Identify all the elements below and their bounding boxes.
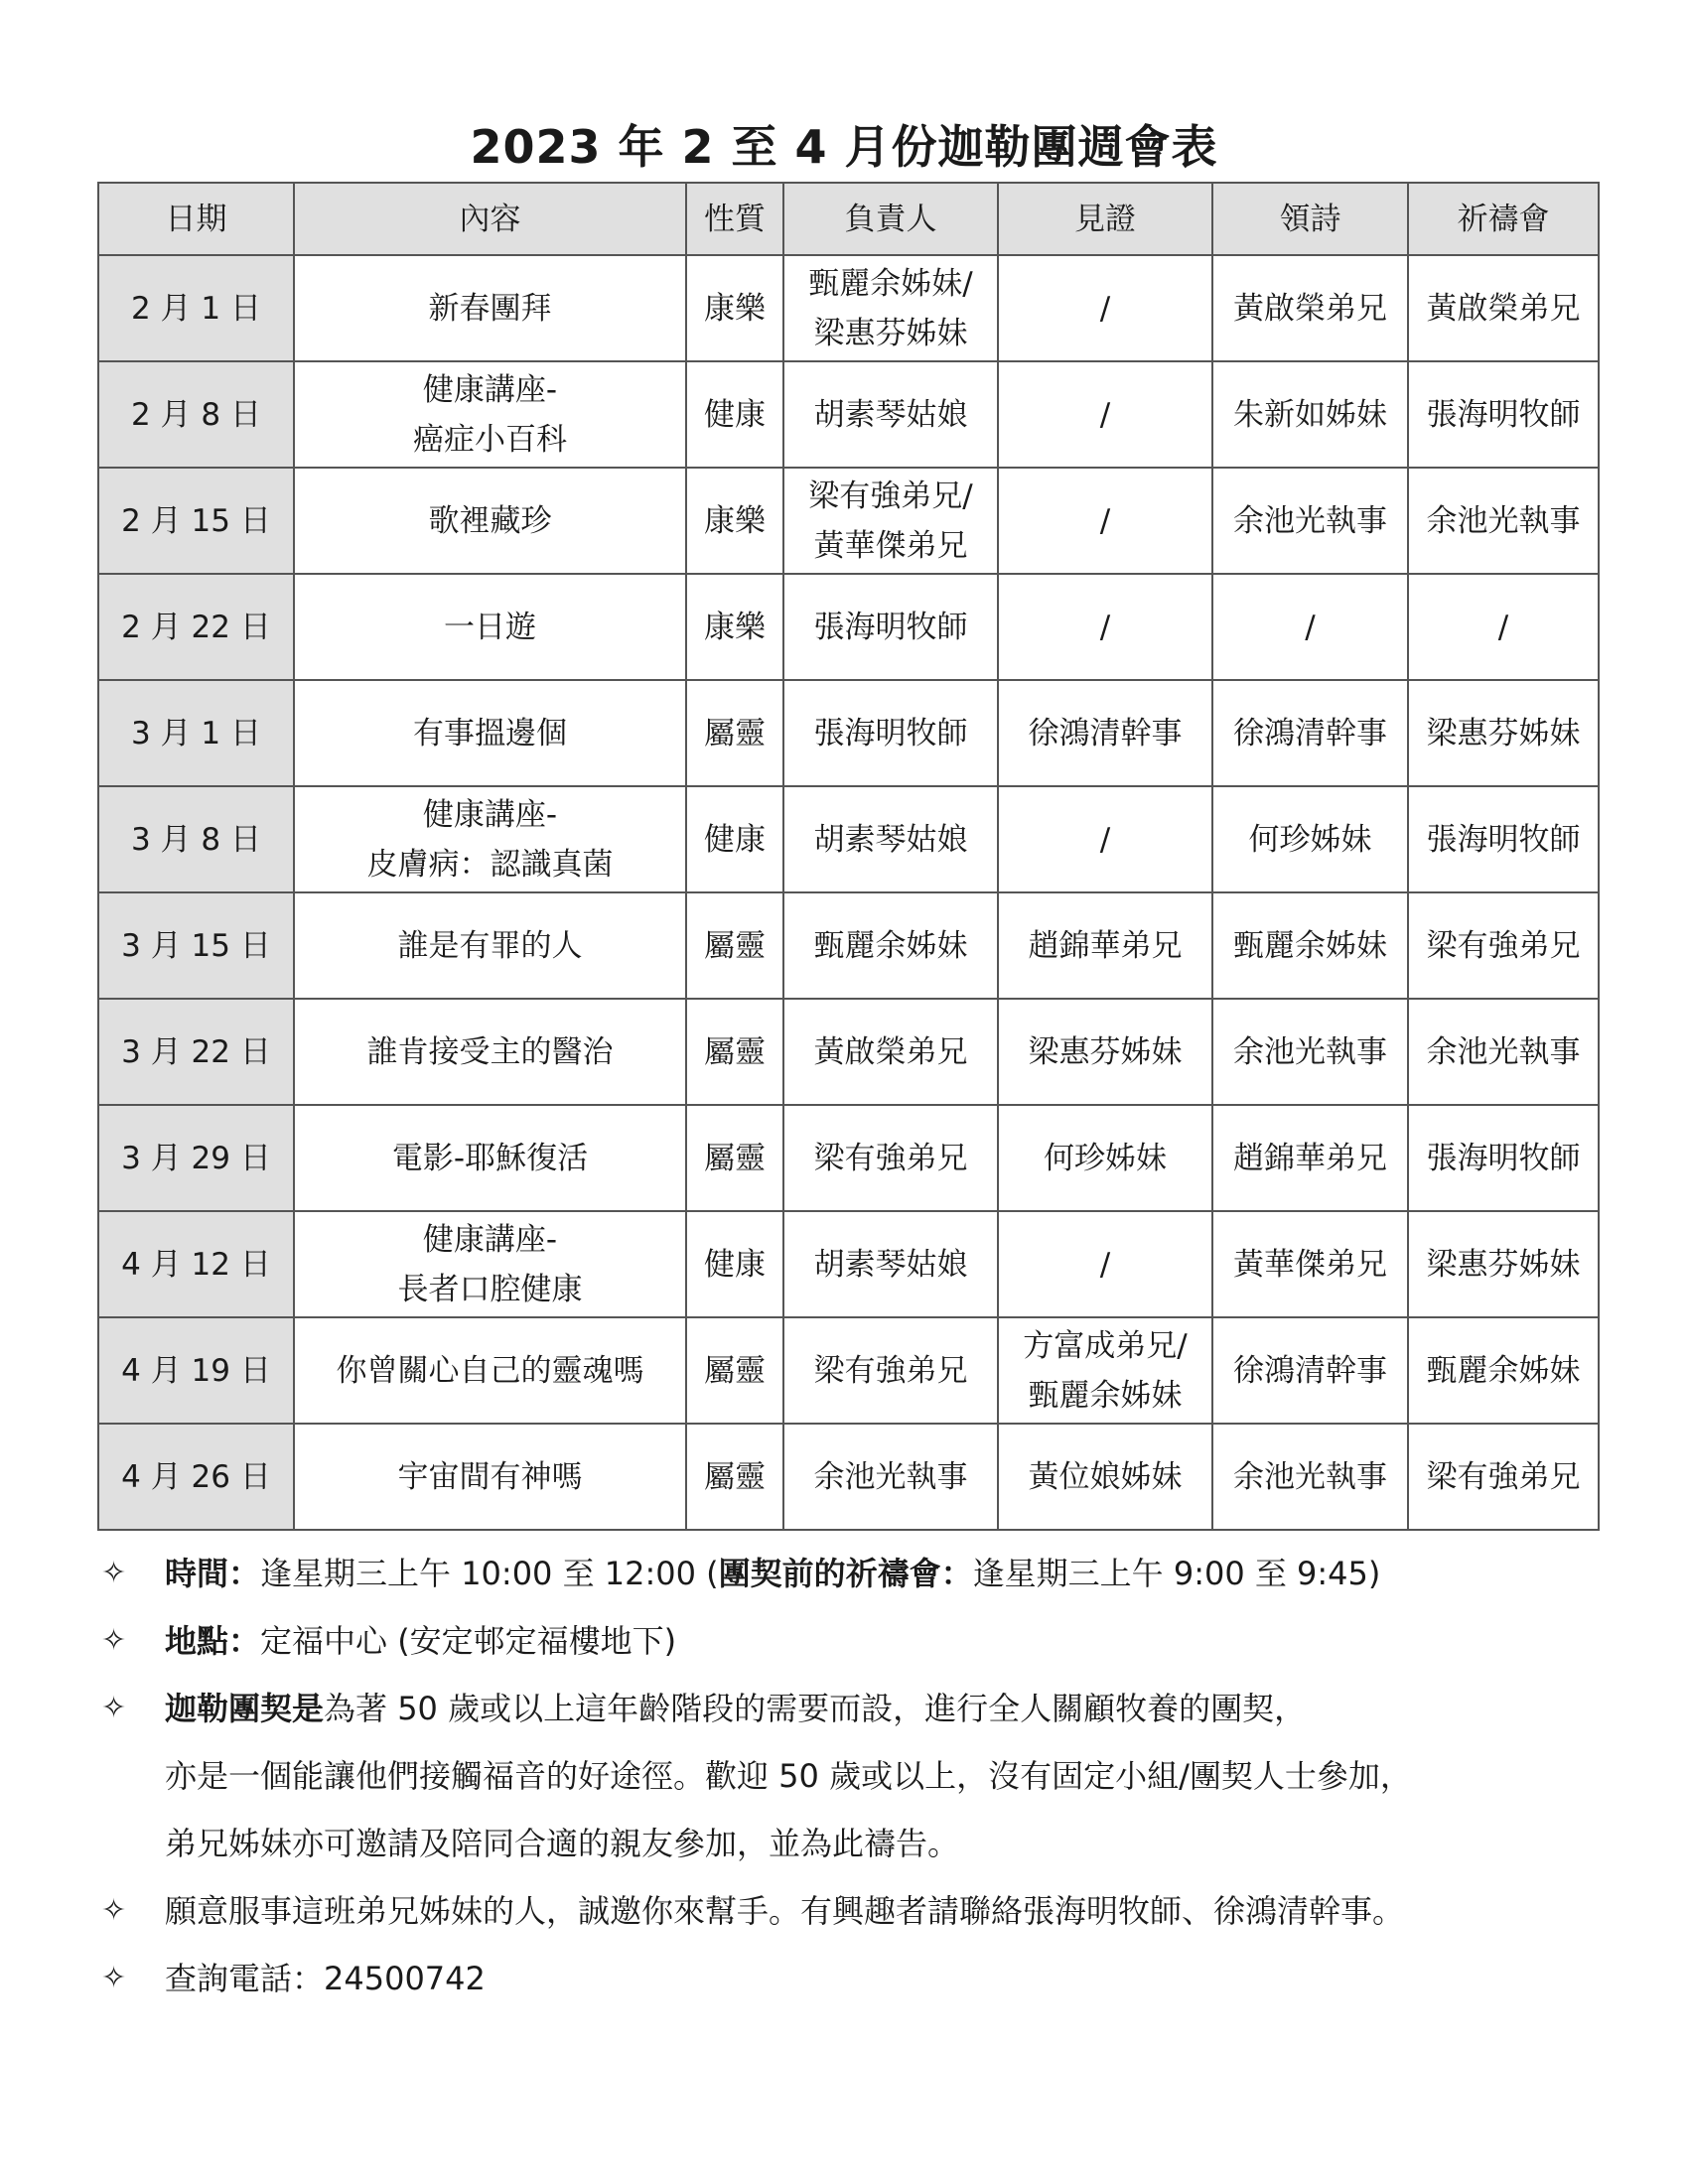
cell-content bbox=[294, 255, 686, 361]
cell-worship-leader-line: 甄麗余姊妹 bbox=[1233, 927, 1387, 964]
cell-prayer-meeting bbox=[1408, 1317, 1599, 1424]
cell-person-in-charge-line: 胡素琴姑娘 bbox=[813, 396, 968, 433]
cell-content bbox=[294, 1424, 686, 1530]
prayer-meeting-label: 團契前的祈禱會： bbox=[718, 1555, 973, 1592]
cell-type: 屬靈 bbox=[686, 680, 783, 786]
cell-date: 4 月 12 日 bbox=[98, 1211, 294, 1317]
cell-type: 屬靈 bbox=[686, 892, 783, 999]
cell-type: 健康 bbox=[686, 1211, 783, 1317]
table-row bbox=[98, 1424, 1599, 1530]
cell-prayer-meeting-line: 張海明牧師 bbox=[1426, 821, 1581, 858]
cell-worship-leader bbox=[1212, 361, 1408, 468]
cell-prayer-meeting bbox=[1408, 1105, 1599, 1211]
cell-worship-leader-line: 余池光執事 bbox=[1233, 1033, 1387, 1070]
cell-witness bbox=[998, 1317, 1212, 1424]
cell-person-in-charge bbox=[783, 1211, 998, 1317]
cell-prayer-meeting-line: 梁有強弟兄 bbox=[1426, 1458, 1581, 1495]
table-row bbox=[98, 468, 1599, 574]
table-row bbox=[98, 680, 1599, 786]
cell-type: 屬靈 bbox=[686, 1424, 783, 1530]
cell-witness-line: 方富成弟兄/ bbox=[1023, 1327, 1188, 1364]
cell-content bbox=[294, 468, 686, 574]
table-row bbox=[98, 892, 1599, 999]
cell-content bbox=[294, 1105, 686, 1211]
cell-content bbox=[294, 1317, 686, 1424]
cell-date: 2 月 15 日 bbox=[98, 468, 294, 574]
cell-type: 康樂 bbox=[686, 574, 783, 680]
cell-content-line: 皮膚病：認識真菌 bbox=[366, 846, 614, 883]
cell-worship-leader bbox=[1212, 786, 1408, 892]
cell-person-in-charge-line: 張海明牧師 bbox=[813, 609, 968, 645]
page-title: 2023 年 2 至 4 月份迦勒團週會表 bbox=[470, 120, 1218, 174]
cell-content-line: 有事搵邊個 bbox=[413, 715, 567, 751]
cell-person-in-charge-line: 胡素琴姑娘 bbox=[813, 1246, 968, 1283]
cell-prayer-meeting-line: 余池光執事 bbox=[1426, 502, 1581, 539]
cell-witness bbox=[998, 1211, 1212, 1317]
table-row bbox=[98, 1211, 1599, 1317]
cell-prayer-meeting bbox=[1408, 1211, 1599, 1317]
cell-witness-line: / bbox=[1099, 396, 1111, 433]
cell-person-in-charge-line: 余池光執事 bbox=[813, 1458, 968, 1495]
cell-content-line: 健康講座- bbox=[422, 371, 558, 408]
cell-person-in-charge bbox=[783, 892, 998, 999]
cell-prayer-meeting bbox=[1408, 999, 1599, 1105]
cell-worship-leader-line: 余池光執事 bbox=[1233, 502, 1387, 539]
note-fellowship-cont-2 bbox=[97, 1810, 1597, 1877]
cell-content-line: 一日遊 bbox=[444, 609, 536, 645]
cell-person-in-charge-line: 梁有強弟兄 bbox=[813, 1352, 968, 1389]
cell-worship-leader bbox=[1212, 1105, 1408, 1211]
cell-person-in-charge bbox=[783, 999, 998, 1105]
cell-person-in-charge-line: 黃啟榮弟兄 bbox=[813, 1033, 968, 1070]
cell-date: 3 月 8 日 bbox=[98, 786, 294, 892]
cell-witness-line: 甄麗余姊妹 bbox=[1028, 1377, 1183, 1414]
cell-person-in-charge-line: 甄麗余姊妹/ bbox=[808, 265, 973, 302]
cell-person-in-charge-line: 黃華傑弟兄 bbox=[813, 527, 968, 564]
cell-person-in-charge bbox=[783, 255, 998, 361]
cell-content-line: 長者口腔健康 bbox=[397, 1271, 583, 1307]
cell-witness bbox=[998, 786, 1212, 892]
header-content: 內容 bbox=[294, 183, 686, 255]
cell-worship-leader-line: 徐鴻清幹事 bbox=[1233, 1352, 1387, 1389]
cell-person-in-charge-line: 甄麗余姊妹 bbox=[813, 927, 968, 964]
note-serve bbox=[97, 1877, 1597, 1945]
cell-type: 康樂 bbox=[686, 468, 783, 574]
cell-content-line: 你曾關心自己的靈魂嗎 bbox=[336, 1352, 644, 1389]
cell-date: 3 月 1 日 bbox=[98, 680, 294, 786]
cell-worship-leader bbox=[1212, 255, 1408, 361]
table-row bbox=[98, 574, 1599, 680]
sparkle-bullet-icon: ✧ bbox=[101, 1961, 127, 1995]
sparkle-bullet-icon: ✧ bbox=[101, 1893, 127, 1928]
cell-witness-line: 趙錦華弟兄 bbox=[1028, 927, 1183, 964]
cell-person-in-charge bbox=[783, 1105, 998, 1211]
cell-content-line: 歌裡藏珍 bbox=[428, 502, 552, 539]
cell-prayer-meeting-line: 梁有強弟兄 bbox=[1426, 927, 1581, 964]
cell-person-in-charge-line: 梁有強弟兄/ bbox=[808, 478, 973, 514]
cell-worship-leader bbox=[1212, 1424, 1408, 1530]
cell-worship-leader-line: 何珍姊妹 bbox=[1248, 821, 1372, 858]
sparkle-bullet-icon: ✧ bbox=[101, 1556, 127, 1590]
table-row bbox=[98, 1317, 1599, 1424]
location-label: 地點： bbox=[165, 1622, 261, 1660]
cell-witness bbox=[998, 255, 1212, 361]
cell-witness bbox=[998, 468, 1212, 574]
cell-type: 健康 bbox=[686, 361, 783, 468]
cell-worship-leader bbox=[1212, 1317, 1408, 1424]
sparkle-bullet-icon: ✧ bbox=[101, 1623, 127, 1658]
cell-prayer-meeting-line: 甄麗余姊妹 bbox=[1426, 1352, 1581, 1389]
cell-worship-leader-line: / bbox=[1305, 609, 1316, 645]
cell-worship-leader bbox=[1212, 1211, 1408, 1317]
cell-content-line: 新春團拜 bbox=[428, 290, 552, 327]
cell-witness bbox=[998, 892, 1212, 999]
cell-prayer-meeting-line: 黃啟榮弟兄 bbox=[1426, 290, 1581, 327]
cell-worship-leader-line: 朱新如姊妹 bbox=[1233, 396, 1387, 433]
table-header-row bbox=[98, 183, 1599, 255]
serve-text: 願意服事這班弟兄姊妹的人，誠邀你來幫手。有興趣者請聯絡張海明牧師、徐鴻清幹事。 bbox=[165, 1892, 1405, 1930]
cell-witness-line: / bbox=[1099, 1246, 1111, 1283]
cell-witness bbox=[998, 361, 1212, 468]
prayer-meeting-text: 逢星期三上午 9:00 至 9:45) bbox=[972, 1555, 1381, 1592]
table-row bbox=[98, 361, 1599, 468]
note-fellowship-cont-1 bbox=[97, 1742, 1597, 1810]
cell-worship-leader-line: 黃啟榮弟兄 bbox=[1233, 290, 1387, 327]
cell-witness-line: 徐鴻清幹事 bbox=[1028, 715, 1183, 751]
cell-prayer-meeting bbox=[1408, 1424, 1599, 1530]
note-phone bbox=[97, 1945, 1597, 2012]
cell-witness-line: / bbox=[1099, 821, 1111, 858]
cell-type: 健康 bbox=[686, 786, 783, 892]
cell-person-in-charge bbox=[783, 361, 998, 468]
cell-worship-leader bbox=[1212, 999, 1408, 1105]
cell-content-line: 健康講座- bbox=[422, 1221, 558, 1258]
cell-witness bbox=[998, 574, 1212, 680]
cell-witness bbox=[998, 999, 1212, 1105]
cell-content bbox=[294, 680, 686, 786]
cell-witness bbox=[998, 1424, 1212, 1530]
phone-text: 查詢電話：24500742 bbox=[165, 1960, 486, 1997]
cell-witness bbox=[998, 1105, 1212, 1211]
cell-content bbox=[294, 361, 686, 468]
cell-person-in-charge bbox=[783, 574, 998, 680]
cell-prayer-meeting bbox=[1408, 361, 1599, 468]
cell-content-line: 誰是有罪的人 bbox=[397, 927, 583, 964]
note-location bbox=[97, 1607, 1597, 1675]
cell-prayer-meeting bbox=[1408, 786, 1599, 892]
cell-person-in-charge-line: 梁有強弟兄 bbox=[813, 1140, 968, 1176]
cell-content-line: 電影-耶穌復活 bbox=[391, 1140, 589, 1176]
cell-prayer-meeting-line: 余池光執事 bbox=[1426, 1033, 1581, 1070]
time-label: 時間： bbox=[165, 1555, 261, 1592]
header-witness: 見證 bbox=[998, 183, 1212, 255]
header-worship-leader: 領詩 bbox=[1212, 183, 1408, 255]
cell-witness-line: / bbox=[1099, 290, 1111, 327]
cell-type: 康樂 bbox=[686, 255, 783, 361]
cell-worship-leader bbox=[1212, 468, 1408, 574]
cell-prayer-meeting-line: 梁惠芬姊妹 bbox=[1426, 1246, 1581, 1283]
cell-worship-leader-line: 徐鴻清幹事 bbox=[1233, 715, 1387, 751]
cell-type: 屬靈 bbox=[686, 1105, 783, 1211]
cell-witness-line: 梁惠芬姊妹 bbox=[1028, 1033, 1183, 1070]
cell-prayer-meeting-line: 張海明牧師 bbox=[1426, 396, 1581, 433]
cell-date: 3 月 22 日 bbox=[98, 999, 294, 1105]
time-text: 逢星期三上午 10:00 至 12:00 ( bbox=[260, 1555, 719, 1592]
cell-date: 2 月 8 日 bbox=[98, 361, 294, 468]
note-fellowship bbox=[97, 1675, 1597, 1742]
header-person-in-charge: 負責人 bbox=[783, 183, 998, 255]
cell-date: 2 月 22 日 bbox=[98, 574, 294, 680]
cell-person-in-charge-line: 張海明牧師 bbox=[813, 715, 968, 751]
cell-prayer-meeting bbox=[1408, 255, 1599, 361]
cell-prayer-meeting-line: 梁惠芬姊妹 bbox=[1426, 715, 1581, 751]
cell-person-in-charge-line: 胡素琴姑娘 bbox=[813, 821, 968, 858]
cell-prayer-meeting bbox=[1408, 892, 1599, 999]
notes-section bbox=[97, 1540, 1597, 2012]
cell-prayer-meeting bbox=[1408, 574, 1599, 680]
schedule-table bbox=[97, 182, 1600, 1531]
cell-content bbox=[294, 786, 686, 892]
cell-content bbox=[294, 892, 686, 999]
fellowship-line-3: 弟兄姊妹亦可邀請及陪同合適的親友參加，並為此禱告。 bbox=[165, 1825, 960, 1862]
cell-prayer-meeting-line: 張海明牧師 bbox=[1426, 1140, 1581, 1176]
fellowship-label: 迦勒團契是 bbox=[165, 1690, 325, 1727]
cell-person-in-charge bbox=[783, 468, 998, 574]
cell-worship-leader-line: 余池光執事 bbox=[1233, 1458, 1387, 1495]
cell-witness-line: 何珍姊妹 bbox=[1044, 1140, 1167, 1176]
table-row bbox=[98, 255, 1599, 361]
cell-person-in-charge bbox=[783, 786, 998, 892]
cell-content bbox=[294, 999, 686, 1105]
cell-prayer-meeting bbox=[1408, 680, 1599, 786]
cell-worship-leader-line: 黃華傑弟兄 bbox=[1233, 1246, 1387, 1283]
cell-content-line: 誰肯接受主的醫治 bbox=[366, 1033, 614, 1070]
cell-content-line: 宇宙間有神嗎 bbox=[397, 1458, 583, 1495]
cell-worship-leader bbox=[1212, 574, 1408, 680]
header-prayer-meeting: 祈禱會 bbox=[1408, 183, 1599, 255]
table-row bbox=[98, 1105, 1599, 1211]
table-row bbox=[98, 786, 1599, 892]
cell-witness bbox=[998, 680, 1212, 786]
cell-type: 屬靈 bbox=[686, 1317, 783, 1424]
cell-date: 4 月 26 日 bbox=[98, 1424, 294, 1530]
cell-content-line: 癌症小百科 bbox=[413, 421, 567, 458]
cell-witness-line: / bbox=[1099, 502, 1111, 539]
cell-prayer-meeting bbox=[1408, 468, 1599, 574]
cell-worship-leader-line: 趙錦華弟兄 bbox=[1233, 1140, 1387, 1176]
cell-date: 3 月 29 日 bbox=[98, 1105, 294, 1211]
note-time bbox=[97, 1540, 1597, 1607]
header-type: 性質 bbox=[686, 183, 783, 255]
cell-prayer-meeting-line: / bbox=[1497, 609, 1509, 645]
cell-date: 3 月 15 日 bbox=[98, 892, 294, 999]
cell-content bbox=[294, 1211, 686, 1317]
cell-content-line: 健康講座- bbox=[422, 796, 558, 833]
fellowship-line-1: 為著 50 歲或以上這年齡階段的需要而設，進行全人關顧牧養的團契， bbox=[324, 1690, 1307, 1727]
cell-person-in-charge bbox=[783, 680, 998, 786]
location-text: 定福中心 (安定邨定福樓地下) bbox=[260, 1622, 677, 1660]
cell-date: 2 月 1 日 bbox=[98, 255, 294, 361]
fellowship-line-2: 亦是一個能讓他們接觸福音的好途徑。歡迎 50 歲或以上，沒有固定小組/團契人士參加， bbox=[165, 1757, 1412, 1795]
cell-person-in-charge bbox=[783, 1424, 998, 1530]
cell-person-in-charge-line: 梁惠芬姊妹 bbox=[813, 315, 968, 351]
cell-witness-line: / bbox=[1099, 609, 1111, 645]
cell-person-in-charge bbox=[783, 1317, 998, 1424]
cell-witness-line: 黃位娘姊妹 bbox=[1028, 1458, 1183, 1495]
cell-type: 屬靈 bbox=[686, 999, 783, 1105]
cell-worship-leader bbox=[1212, 680, 1408, 786]
cell-date: 4 月 19 日 bbox=[98, 1317, 294, 1424]
table-row bbox=[98, 999, 1599, 1105]
header-date: 日期 bbox=[98, 183, 294, 255]
cell-worship-leader bbox=[1212, 892, 1408, 999]
cell-content bbox=[294, 574, 686, 680]
sparkle-bullet-icon: ✧ bbox=[101, 1691, 127, 1725]
